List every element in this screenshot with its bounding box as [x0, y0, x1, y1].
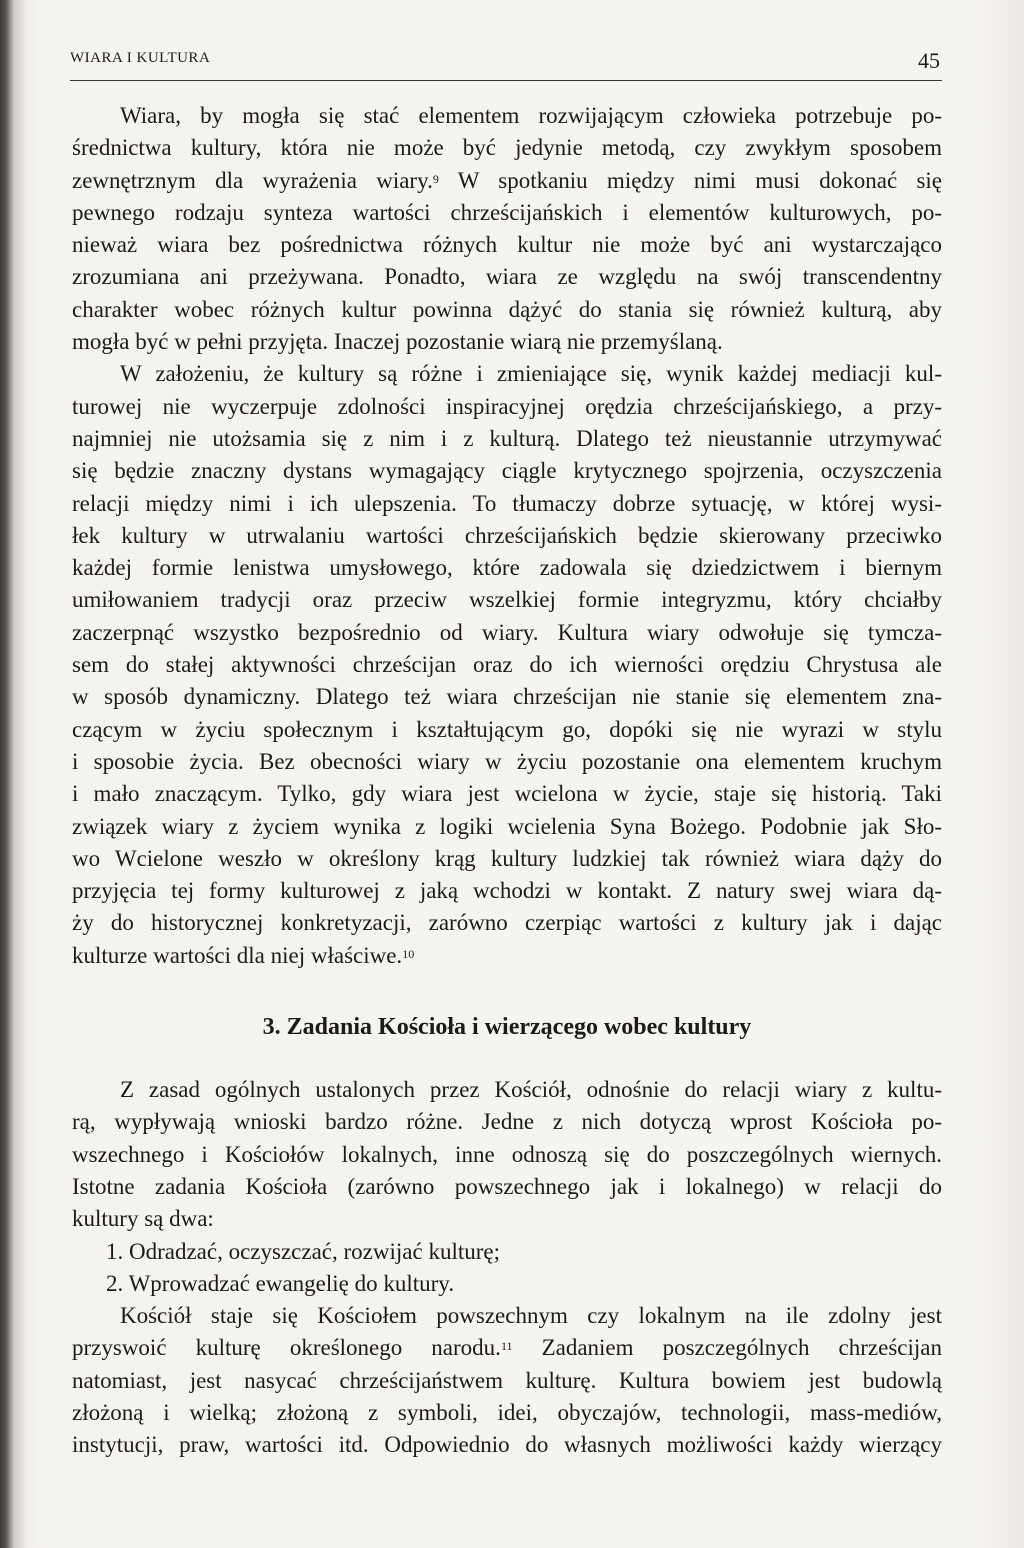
text-segment: zewnętrznym dla wyrażenia wiary. — [72, 167, 433, 193]
text-segment: Zadaniem poszczególnych chrześcijan — [512, 1335, 942, 1361]
text-line — [72, 1332, 942, 1364]
text-line: się będzie znaczny dystans wymagający ciągle krytycznego spojrzenia, oczyszczenia — [72, 458, 942, 484]
text-line: Kościół staje się Kościołem powszechnym czy lokalnym na ile zdolny jest — [120, 1303, 942, 1329]
text-line: W założeniu, że kultury są różne i zmieniające się, wynik każdej mediacji kul- — [120, 361, 942, 387]
text-line: nieważ wiara bez pośrednictwa różnych kultur nie może być ani wystarczająco — [72, 232, 942, 258]
text-segment: W spotkaniu między nimi musi dokonać się — [438, 167, 942, 193]
text-line: średnictwa kultury, która nie może być jedynie metodą, czy zwykłym sposobem — [72, 135, 942, 161]
running-header — [70, 50, 940, 80]
text-line: kultury są dwa: — [72, 1206, 214, 1232]
text-line: w sposób dynamiczny. Dlatego też wiara chrześcijan nie stanie się elementem zna- — [72, 684, 942, 710]
text-line: związek wiary z życiem wynika z logiki wcielenia Syna Bożego. Podobnie jak Sło- — [72, 813, 942, 839]
text-segment: kulturze wartości dla niej właściwe. — [72, 942, 403, 968]
text-line: Z zasad ogólnych ustalonych przez Kościół, odnośnie do relacji wiary z kultu- — [120, 1077, 942, 1103]
paragraph — [72, 1074, 942, 1235]
text-line: mogła być w pełni przyjęta. Inaczej pozostanie wiarą nie przemyślaną. — [72, 329, 723, 355]
text-line: przyjęcia tej formy kulturowej z jaką wchodzi w kontakt. Z natury swej wiara dą- — [72, 878, 942, 904]
text-line: instytucji, praw, wartości itd. Odpowiednio do własnych możliwości każdy wierzący — [72, 1432, 942, 1458]
running-title: WIARA I KULTURA — [70, 50, 211, 66]
text-line: umiłowaniem tradycji oraz przeciw wszelkiej formie integryzmu, który chciałby — [72, 587, 942, 613]
text-line: charakter wobec różnych kultur powinna dążyć do stania się również kulturą, aby — [72, 296, 942, 322]
footnote-ref: 10 — [402, 946, 415, 961]
text-line — [72, 940, 942, 972]
text-line: pewnego rodzaju synteza wartości chrześcijańskich i elementów kulturowych, po- — [72, 199, 942, 225]
text-segment: przyswoić kulturę określonego narodu. — [72, 1335, 501, 1361]
list-item: 2. Wprowadzać ewangelię do kultury. — [106, 1270, 455, 1296]
footnote-ref: 9 — [432, 171, 439, 186]
text-line: zaczerpnąć wszystko bezpośrednio od wiary. Kultura wiary odwołuje się tymcza- — [72, 619, 942, 645]
text-line: rą, wypływają wnioski bardzo różne. Jedne z nich dotyczą wprost Kościoła po- — [72, 1109, 942, 1135]
text-line: Istotne zadania Kościoła (zarówno powszechnego jak i lokalnego) w relacji do — [72, 1173, 942, 1199]
text-line: łek kultury w utrwalaniu wartości chrześcijańskich będzie skierowany przeciwko — [72, 522, 942, 548]
paragraph — [72, 358, 942, 972]
text-line: zrozumiana ani przeżywana. Ponadto, wiara ze względu na swój transcendentny — [72, 264, 942, 290]
header-rule — [70, 80, 942, 81]
text-line: każdej formie lenistwa umysłowego, które zadowala się dziedzictwem i biernym — [72, 555, 942, 581]
text-line: ży do historycznej konkretyzacji, zarówno czerpiąc wartości z kultury jak i dając — [72, 910, 942, 936]
text-line — [72, 165, 942, 197]
text-line: turowej nie wyczerpuje zdolności inspiracyjnej orędzia chrześcijańskiego, a przy- — [72, 393, 942, 419]
text-line: natomiast, jest nasycać chrześcijaństwem kulturę. Kultura bowiem jest budowlą — [72, 1367, 942, 1393]
page-number: 45 — [918, 48, 940, 73]
text-line: relacji między nimi i ich ulepszenia. To tłumaczy dobrze sytuację, w której wysi- — [72, 490, 942, 516]
numbered-list — [72, 1236, 942, 1301]
book-binding-edge — [0, 0, 26, 1548]
page-body — [72, 100, 942, 1462]
text-line: i sposobie życia. Bez obecności wiary w życiu pozostanie ona elementem kruchym — [72, 748, 942, 774]
footnote-ref: 11 — [500, 1339, 513, 1354]
paragraph — [72, 1300, 942, 1461]
text-line: złożoną i wielką; złożoną z symboli, idei, obyczajów, technologii, mass-mediów, — [72, 1399, 942, 1425]
text-line: Wiara, by mogła się stać elementem rozwijającym człowieka potrzebuje po- — [120, 103, 942, 128]
text-line: i mało znaczącym. Tylko, gdy wiara jest wcielona w życie, staje się historią. Taki — [72, 781, 942, 807]
paragraph — [72, 100, 942, 358]
section-heading: 3. Zadania Kościoła i wierzącego wobec kultury — [262, 1014, 752, 1041]
text-line: najmniej nie utożsamia się z nim i z kulturą. Dlatego też nieustannie utrzymywać — [72, 425, 942, 451]
text-line: wo Wcielone weszło w określony krąg kultury ludzkiej tak również wiara dąży do — [72, 845, 942, 871]
text-line: czącym w życiu społecznym i kształtującym go, dopóki się nie wyrazi w stylu — [72, 716, 942, 742]
text-line: sem do stałej aktywności chrześcijan oraz do ich wierności orędziu Chrystusa ale — [72, 652, 942, 678]
text-line: wszechnego i Kościołów lokalnych, inne odnoszą się do poszczególnych wiernych. — [72, 1141, 942, 1167]
list-item: 1. Odradzać, oczyszczać, rozwijać kulturę; — [106, 1238, 500, 1264]
